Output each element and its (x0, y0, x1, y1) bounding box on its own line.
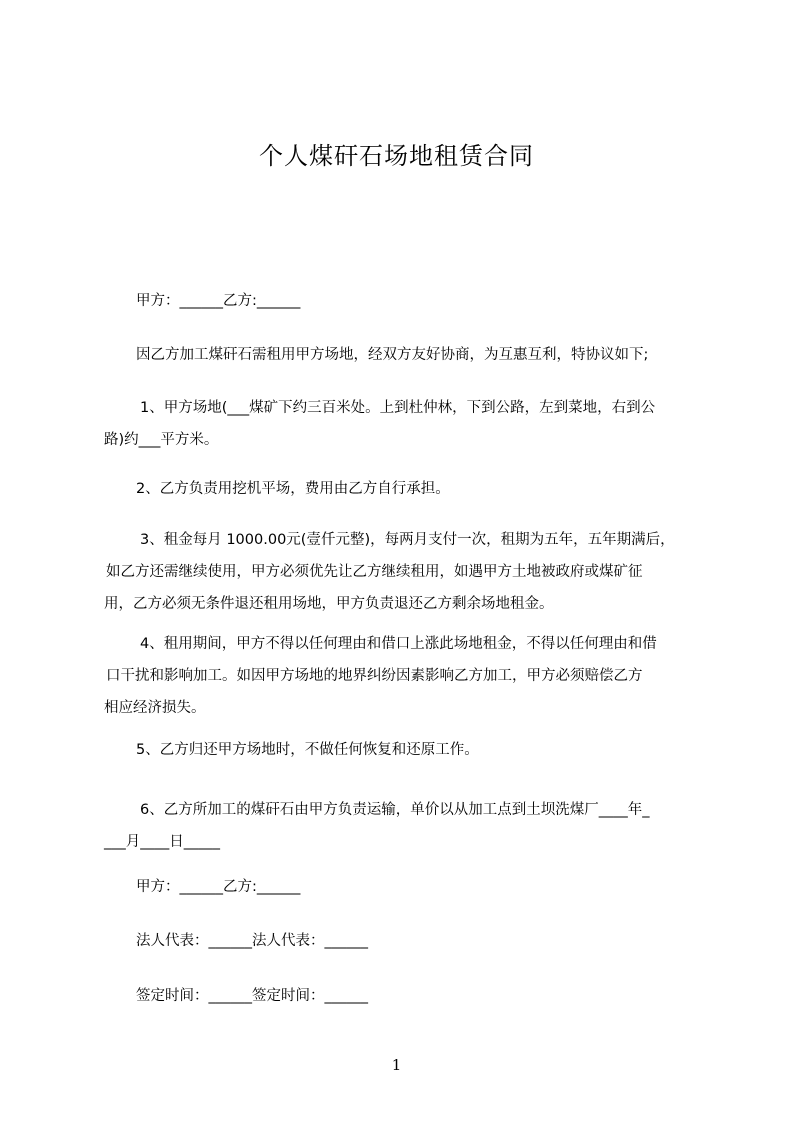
clause-6: 6、乙方所加工的煤矸石由甲方负责运输，单价以从加工点到土坝洗煤厂____年_ ___月____日_____ (104, 802, 650, 850)
clause-1: 1、甲方场地(___煤矿下约三百米处。上到杜仲林，下到公路，左到菜地，右到公 路)约___平方米。 (104, 400, 656, 448)
clause-5: 5、乙方归还甲方场地时，不做任何恢复和还原工作。 (136, 742, 479, 758)
document-title: 个人煤矸石场地租赁合同 (259, 142, 534, 170)
clause-4: 4、租用期间，甲方不得以任何理由和借口上涨此场地租金，不得以任何理由和借 口干扰和影响加工。如因甲方场地的地界纠纷因素影响乙方加工，甲方必须赔偿乙方 相应经济损失。 (104, 636, 657, 716)
page-number: 1 (391, 1056, 402, 1074)
signature-date: 签定时间：______签定时间：______ (136, 988, 368, 1004)
signature-legal-rep: 法人代表：______法人代表：______ (136, 933, 368, 949)
clause-3: 3、租金每月 1000.00元(壹仟元整)，每两月支付一次，租期为五年，五年期满后， 如乙方还需继续使用，甲方必须优先让乙方继续租用，如遇甲方土地被政府或煤矿征 用，乙方必须无条件退还租用场地，甲方负责退还乙方剩余场地租金。 (104, 532, 675, 612)
clause-2: 2、乙方负责用挖机平场，费用由乙方自行承担。 (136, 481, 450, 497)
header-parties: 甲方：______乙方:______ (136, 293, 301, 309)
intro-paragraph: 因乙方加工煤矸石需租用甲方场地，经双方友好协商，为互惠互利，特协议如下; (136, 347, 649, 363)
signature-parties: 甲方：______乙方:______ (136, 879, 301, 895)
